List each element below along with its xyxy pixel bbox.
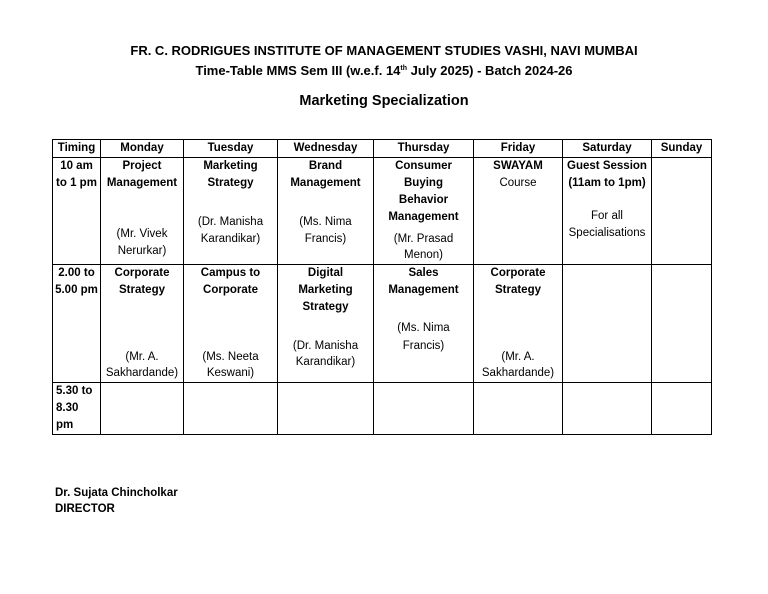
subject-line: Campus to bbox=[200, 267, 261, 279]
subject-line: Brand bbox=[308, 160, 343, 172]
slot-cell-empty bbox=[101, 383, 184, 435]
slot-cell-empty bbox=[652, 383, 712, 435]
timetable-title-sup: th bbox=[400, 65, 408, 72]
table-row bbox=[53, 383, 712, 435]
faculty-line: (Dr. Manisha bbox=[197, 216, 264, 228]
slot-cell bbox=[374, 265, 474, 383]
subject-line: Course bbox=[499, 177, 537, 189]
faculty-line: (Ms. Nima bbox=[397, 322, 450, 334]
subject-line: Consumer Buying bbox=[395, 160, 452, 189]
faculty-line: Keswani) bbox=[206, 367, 255, 379]
timing-line: 5.00 pm bbox=[55, 284, 98, 296]
institute-title: FR. C. RODRIGUES INSTITUTE OF MANAGEMENT STUDIES VASHI, NAVI MUMBAI bbox=[130, 43, 638, 58]
subject-line: Marketing bbox=[203, 160, 258, 172]
subject-line: Guest Session bbox=[567, 160, 647, 172]
slot-cell-empty bbox=[474, 383, 563, 435]
header-row bbox=[53, 140, 712, 158]
subject-line: Strategy bbox=[494, 284, 542, 296]
subject-line: Project bbox=[122, 160, 162, 172]
faculty-line: Menon) bbox=[404, 249, 443, 261]
subject-line: Strategy bbox=[302, 301, 349, 313]
table-row bbox=[53, 158, 712, 265]
faculty-line: Karandikar) bbox=[295, 356, 356, 368]
faculty-line: Francis) bbox=[402, 340, 445, 352]
faculty-line: Karandikar) bbox=[200, 233, 261, 245]
slot-cell bbox=[563, 158, 652, 265]
subject-line: (11am to 1pm) bbox=[568, 177, 646, 189]
col-header-wednesday: Wednesday bbox=[278, 140, 374, 158]
timetable-title-suffix: July 2025) - Batch 2024-26 bbox=[407, 63, 573, 78]
subject-line: Strategy bbox=[118, 284, 166, 296]
timing-line: 10 am bbox=[60, 160, 93, 172]
col-header-timing: Timing bbox=[53, 140, 101, 158]
subject-line: Behavior bbox=[398, 194, 449, 206]
slot-cell bbox=[184, 158, 278, 265]
subject-line: Management bbox=[290, 177, 361, 189]
subject-line: Corporate bbox=[490, 267, 546, 279]
timing-cell bbox=[53, 383, 101, 435]
signatory-name: Dr. Sujata Chincholkar bbox=[55, 487, 178, 499]
slot-cell bbox=[101, 158, 184, 265]
timetable-title-prefix: Time-Table MMS Sem III (w.e.f. 14 bbox=[195, 63, 401, 78]
faculty-line: Sakhardande) bbox=[481, 367, 555, 379]
slot-cell-empty bbox=[278, 383, 374, 435]
faculty-line: (Mr. A. bbox=[125, 351, 159, 363]
subject-line: Corporate bbox=[203, 284, 258, 296]
subject-line: Digital bbox=[307, 267, 344, 279]
subject-line: Management bbox=[388, 211, 459, 223]
slot-cell bbox=[278, 158, 374, 265]
faculty-line: (Mr. A. bbox=[501, 351, 535, 363]
timing-cell bbox=[53, 158, 101, 265]
col-header-friday: Friday bbox=[474, 140, 563, 158]
timing-line: 2.00 to bbox=[58, 267, 95, 279]
timing-line: to 1 pm bbox=[56, 177, 97, 189]
slot-cell bbox=[278, 265, 374, 383]
faculty-line: (Dr. Manisha bbox=[292, 340, 359, 352]
slot-cell bbox=[184, 265, 278, 383]
col-header-thursday: Thursday bbox=[374, 140, 474, 158]
subject-line: Marketing bbox=[298, 284, 353, 296]
timing-line: 5.30 to bbox=[56, 385, 93, 397]
timing-line: 8.30 bbox=[56, 402, 79, 414]
timing-line: pm bbox=[56, 419, 74, 431]
slot-cell-empty bbox=[652, 265, 712, 383]
slot-cell-empty bbox=[184, 383, 278, 435]
faculty-line: (Mr. Vivek bbox=[116, 228, 168, 240]
slot-cell bbox=[101, 265, 184, 383]
subject-line: SWAYAM bbox=[493, 160, 543, 172]
slot-cell-empty bbox=[563, 383, 652, 435]
slot-cell bbox=[374, 158, 474, 265]
slot-cell bbox=[474, 158, 563, 265]
faculty-line: For all bbox=[591, 210, 623, 222]
timing-cell bbox=[53, 265, 101, 383]
faculty-line: (Ms. Neeta bbox=[202, 351, 259, 363]
col-header-monday: Monday bbox=[101, 140, 184, 158]
specialization-title: Marketing Specialization bbox=[299, 93, 469, 109]
slot-cell-empty bbox=[563, 265, 652, 383]
col-header-tuesday: Tuesday bbox=[184, 140, 278, 158]
timetable bbox=[52, 139, 712, 435]
faculty-line: Specialisations bbox=[568, 227, 646, 239]
subject-line: Strategy bbox=[207, 177, 254, 189]
col-header-sunday: Sunday bbox=[652, 140, 712, 158]
faculty-line: Sakhardande) bbox=[105, 367, 179, 379]
subject-line: Corporate bbox=[114, 267, 170, 279]
subject-line: Sales bbox=[408, 267, 439, 279]
table-row bbox=[53, 265, 712, 383]
faculty-line: (Ms. Nima bbox=[299, 216, 352, 228]
subject-line: Management bbox=[388, 284, 459, 296]
faculty-line: Nerurkar) bbox=[117, 245, 167, 257]
faculty-line: (Mr. Prasad bbox=[393, 233, 454, 245]
col-header-saturday: Saturday bbox=[563, 140, 652, 158]
faculty-line: Francis) bbox=[304, 233, 347, 245]
slot-cell-empty bbox=[374, 383, 474, 435]
slot-cell-empty bbox=[652, 158, 712, 265]
slot-cell bbox=[474, 265, 563, 383]
subject-line: Management bbox=[106, 177, 178, 189]
signatory-role: DIRECTOR bbox=[55, 503, 115, 515]
timetable-title bbox=[0, 63, 768, 78]
